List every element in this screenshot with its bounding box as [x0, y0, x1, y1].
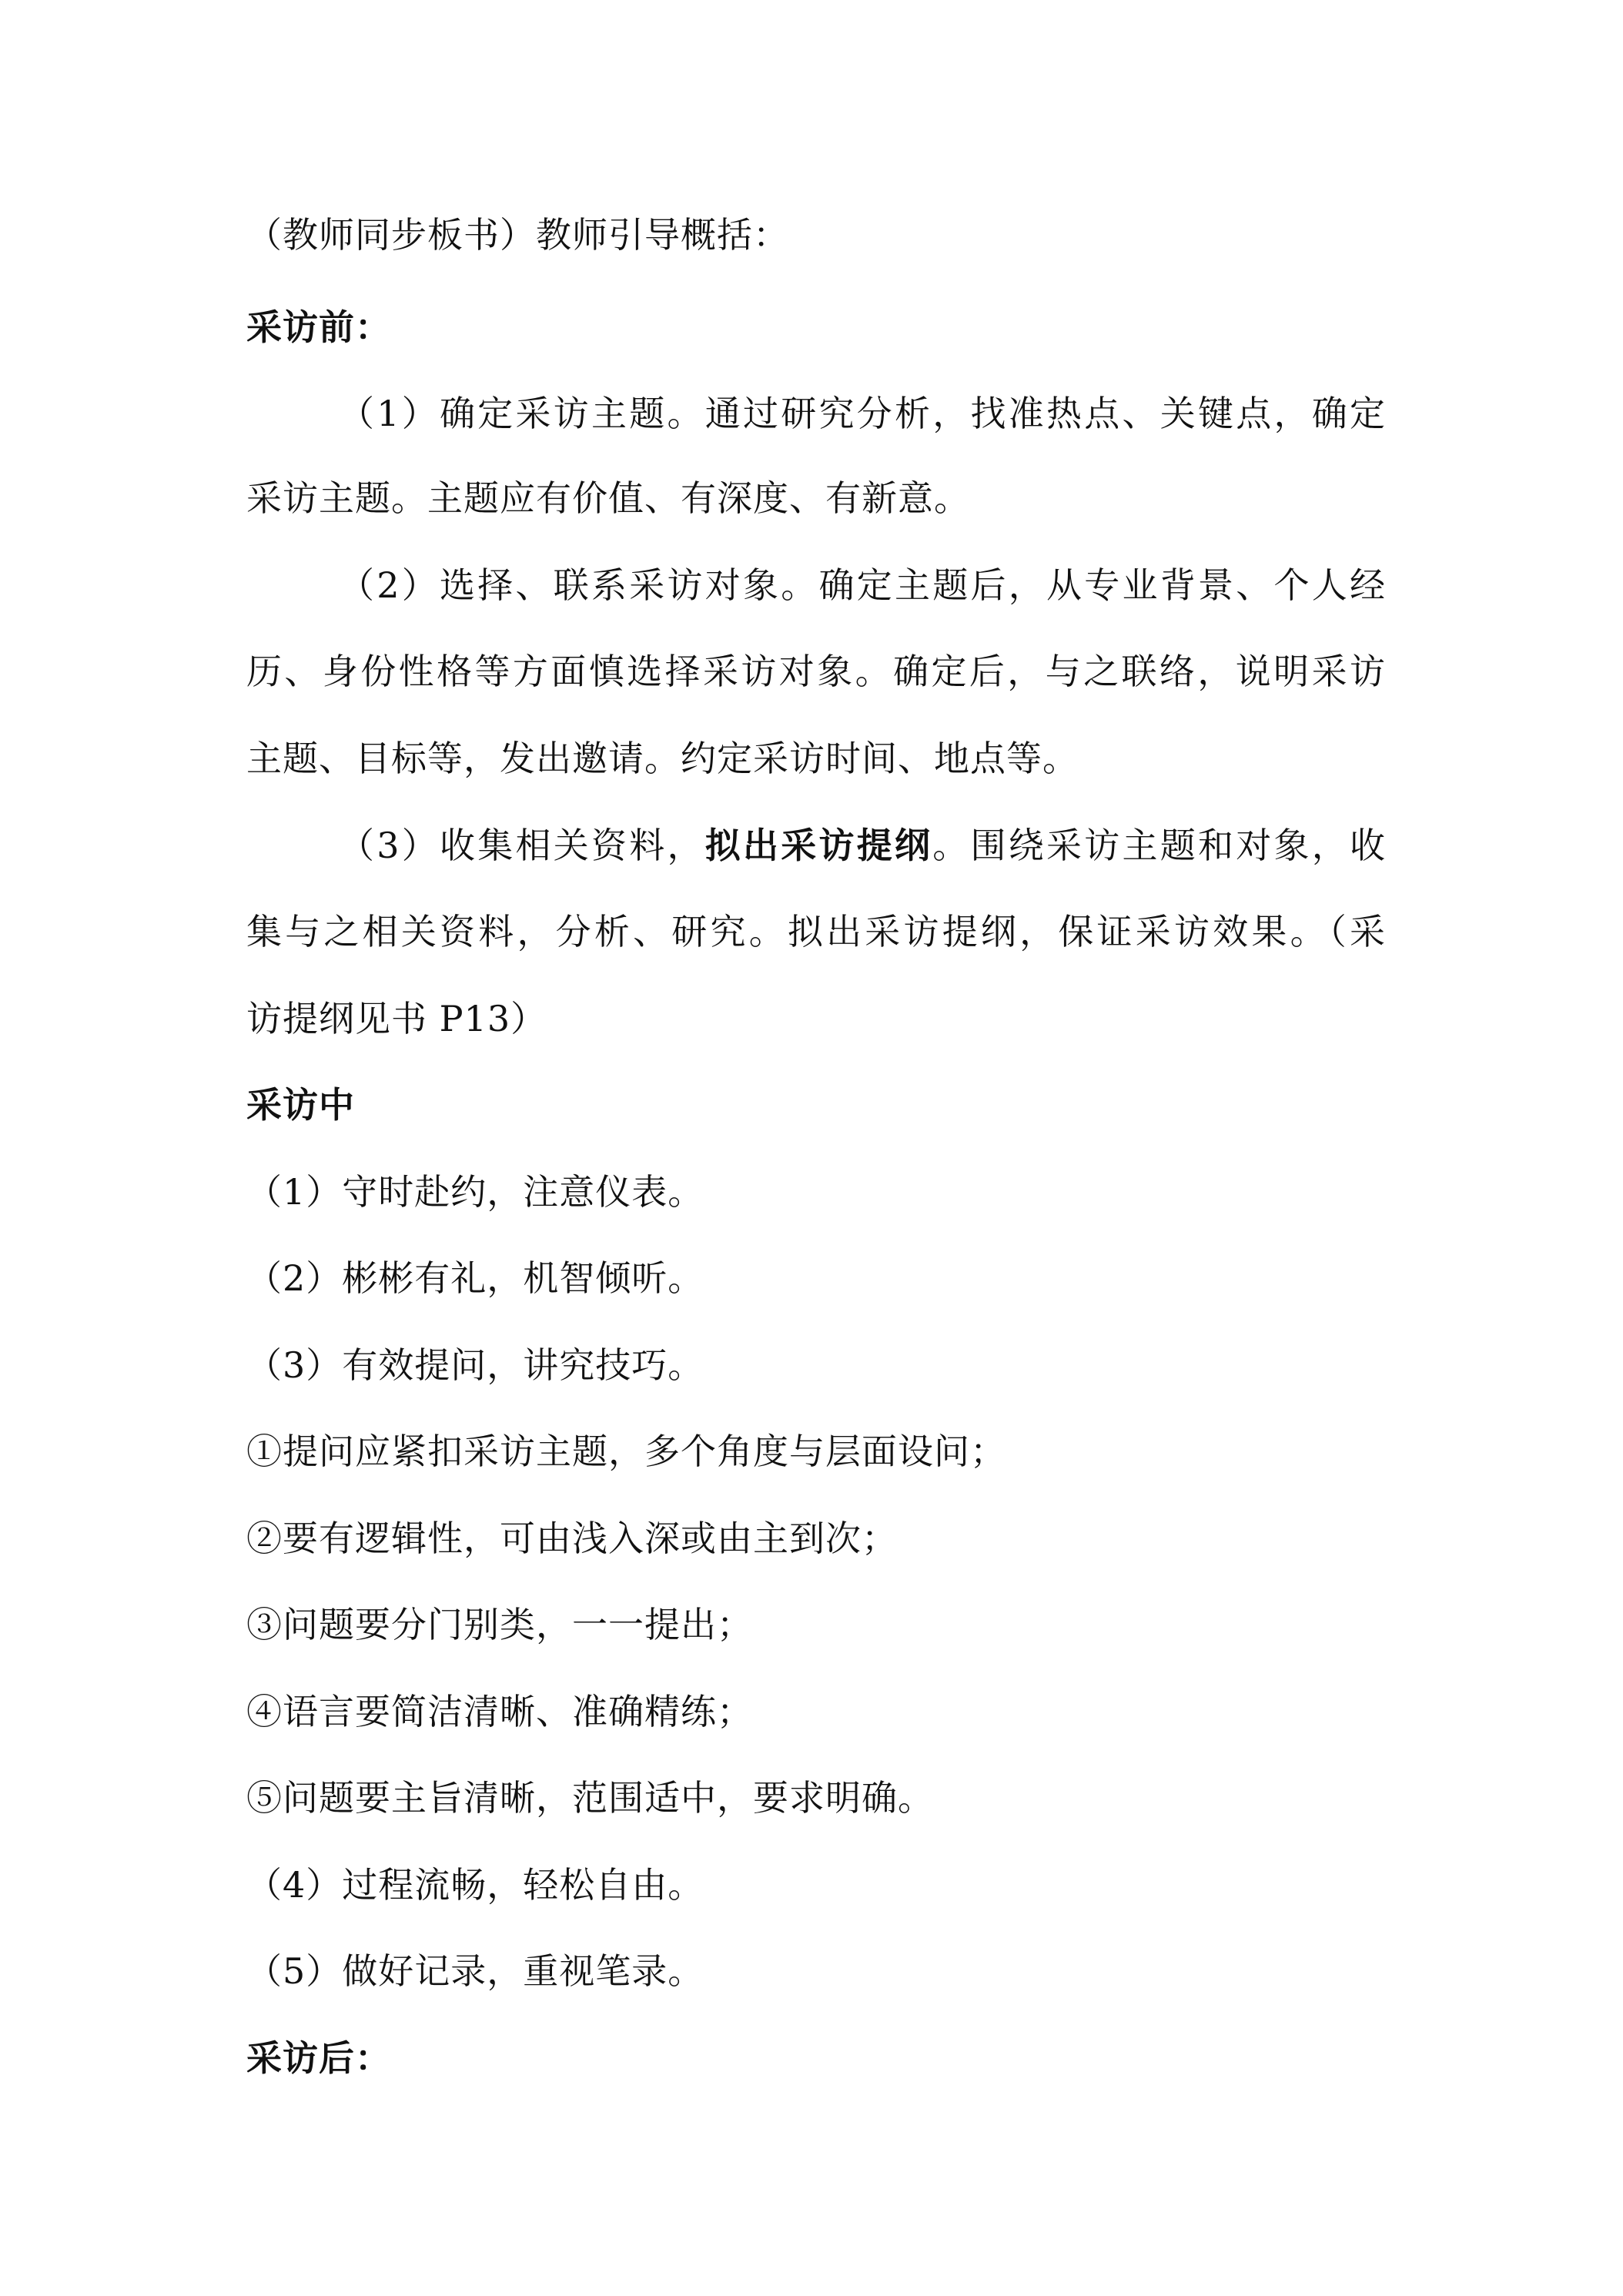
during-subitem-1: ①提问应紧扣采访主题，多个角度与层面设问；	[246, 1431, 1006, 1472]
during-subitem-5: ⑤问题要主旨清晰，范围适中，要求明确。	[246, 1777, 934, 1819]
before-p3-line1-pre: （3）收集相关资料，	[339, 825, 705, 866]
before-p1-line1: （1）确定采访主题。通过研究分析，找准热点、关键点，确定	[339, 393, 1386, 434]
before-p3-line2: 集与之相关资料，分析、研究。拟出采访提纲，保证采访效果。（采	[246, 911, 1386, 952]
before-p3-line3: 访提纲见书 P13）	[246, 998, 547, 1039]
during-item-2: （2）彬彬有礼，机智倾听。	[246, 1257, 704, 1299]
during-item-4: （4）过程流畅，轻松自由。	[246, 1864, 704, 1906]
during-item-3: （3）有效提问，讲究技巧。	[246, 1344, 704, 1386]
before-p3-line1-bold: 拟出采访提纲	[704, 825, 933, 866]
intro-text: （教师同步板书）教师引导概括：	[246, 214, 789, 256]
during-subitem-2: ②要有逻辑性，可由浅入深或由主到次；	[246, 1518, 898, 1559]
during-item-1: （1）守时赴约，注意仪表。	[246, 1171, 704, 1213]
before-p2-line1: （2）选择、联系采访对象。确定主题后，从专业背景、个人经	[339, 564, 1386, 606]
during-subitem-3: ③问题要分门别类，一一提出；	[246, 1604, 753, 1645]
before-p2-line2: 历、身份性格等方面慎选择采访对象。确定后，与之联络，说明采访	[246, 651, 1386, 692]
before-p1-line2: 采访主题。主题应有价值、有深度、有新意。	[246, 477, 970, 519]
before-p2-line3: 主题、目标等，发出邀请。约定采访时间、地点等。	[246, 738, 1079, 779]
during-item-5: （5）做好记录，重视笔录。	[246, 1950, 704, 1992]
during-subitem-4: ④语言要简洁清晰、准确精练；	[246, 1691, 753, 1732]
heading-before-interview: 采访前：	[246, 306, 391, 348]
heading-during-interview: 采访中	[246, 1084, 355, 1126]
before-p3-line1-post: 。围绕采访主题和对象，收	[932, 825, 1387, 866]
heading-after-interview: 采访后：	[246, 2037, 391, 2079]
before-p3-line1	[246, 822, 1386, 869]
